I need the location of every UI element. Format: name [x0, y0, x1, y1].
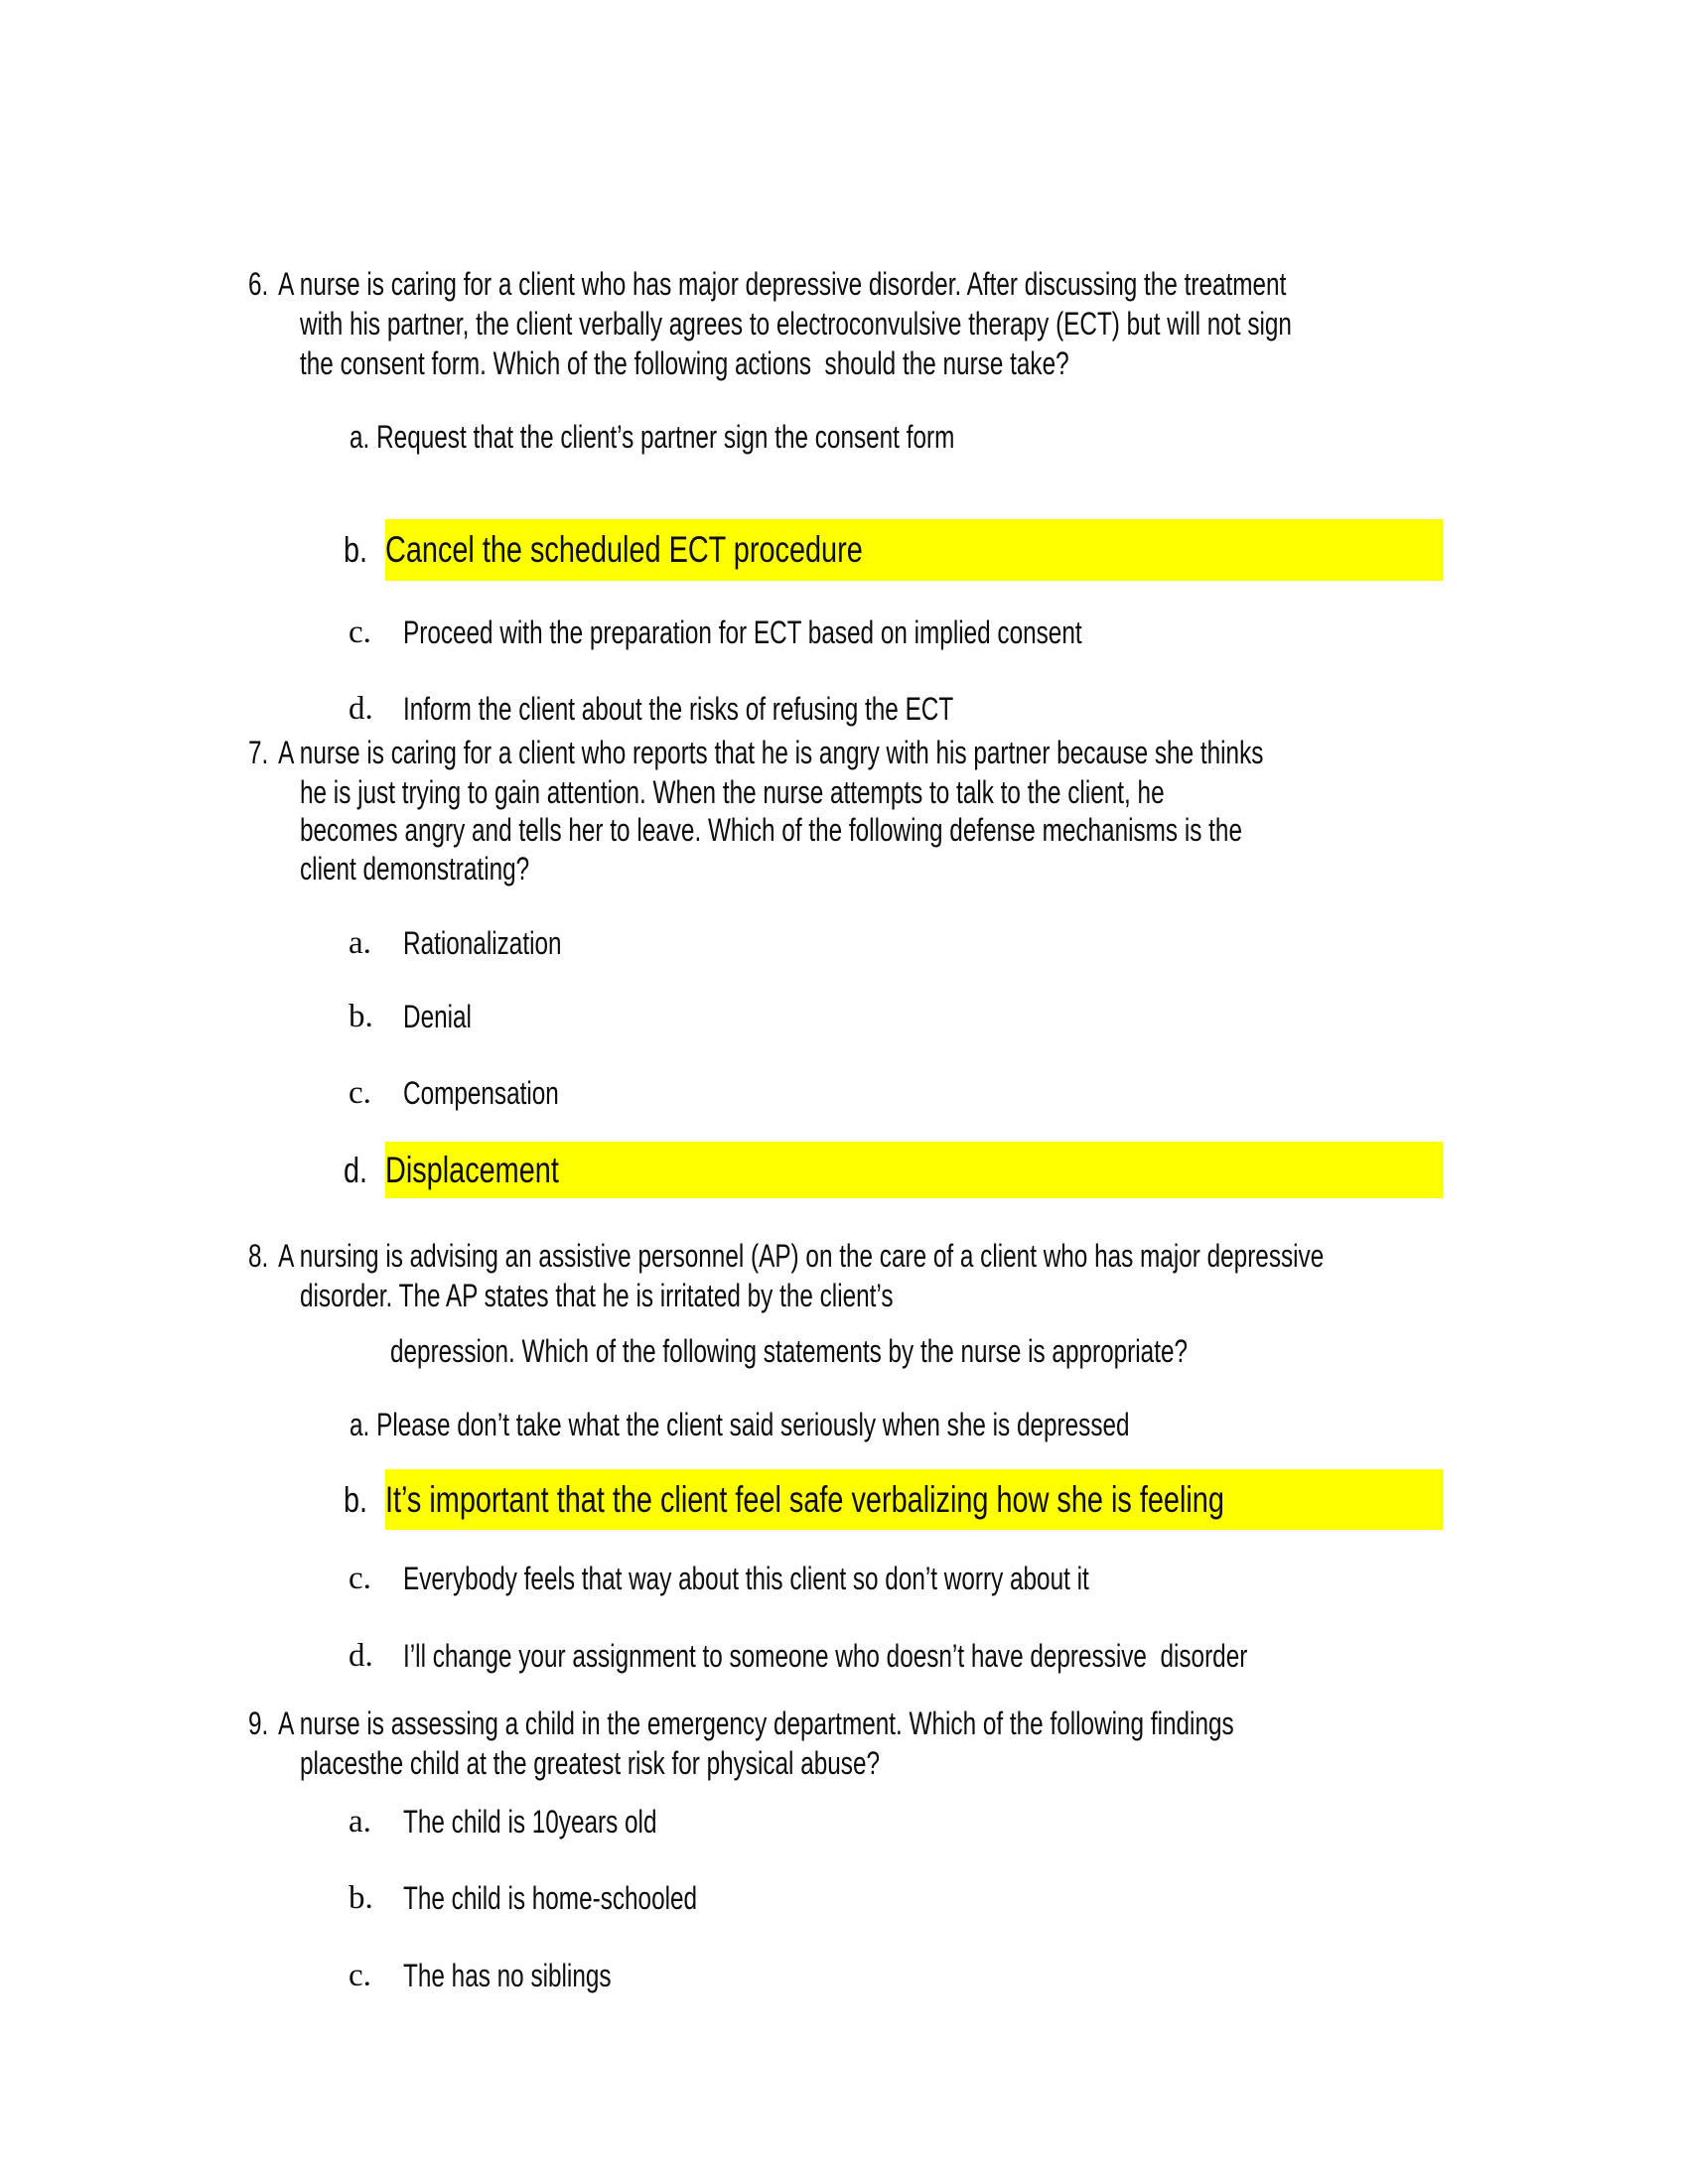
question-9-stem-line-1: [248, 1704, 1545, 1743]
question-8-option-c: [349, 1559, 1306, 1598]
option-label: c.: [349, 1958, 371, 1993]
answer-highlight: [385, 1469, 1443, 1530]
option-text: The has no siblings: [403, 1958, 612, 1993]
question-7-option-b: [349, 997, 493, 1036]
question-9-option-c: [349, 1956, 677, 1995]
option-text: Compensation: [403, 1075, 559, 1111]
option-text: Denial: [403, 999, 472, 1034]
stem-text: A nurse is caring for a client who reports that he is angry with his partner because she thinks: [278, 735, 1264, 770]
stem-text: depression. Which of the following statements by the nurse is appropriate?: [390, 1333, 1188, 1369]
stem-text: placesthe child at the greatest risk for physical abuse?: [300, 1745, 881, 1781]
question-number: 7.: [248, 735, 269, 770]
stem-text: he is just trying to gain attention. When the nurse attempts to talk to the client, he: [300, 774, 1165, 810]
option-label: b.: [349, 999, 373, 1034]
question-6-stem-line-1: [248, 264, 1614, 304]
option-label: c.: [349, 1561, 371, 1596]
stem-text: A nursing is advising an assistive personnel (AP) on the care of a client who has major depressive: [278, 1238, 1325, 1274]
option-label: c.: [349, 614, 371, 650]
option-text: It’s important that the client feel safe verbalizing how she is feeling: [385, 1478, 1224, 1520]
question-6-stem-line-3: [300, 343, 1312, 383]
stem-text: becomes angry and tells her to leave. Which of the following defense mechanisms is the: [300, 812, 1242, 848]
option-text: Proceed with the preparation for ECT based on implied consent: [403, 614, 1082, 650]
question-6-option-c: [349, 613, 1296, 652]
question-8-stem-line-1: [248, 1236, 1663, 1276]
question-7-option-c: [349, 1073, 608, 1113]
question-7-stem-line-3: [300, 810, 1540, 850]
question-7-stem-line-4: [300, 849, 602, 888]
question-number: 9.: [248, 1706, 269, 1741]
stem-text: the consent form. Which of the following actions should the nurse take?: [300, 345, 1069, 381]
option-label: c.: [349, 1075, 371, 1111]
option-text: Request that the client’s partner sign the consent form: [376, 419, 955, 455]
option-text: I’ll change your assignment to someone who doesn’t have depressive disorder: [403, 1638, 1248, 1674]
option-label: d.: [344, 1149, 368, 1190]
option-text: Displacement: [385, 1149, 559, 1190]
stem-text: with his partner, the client verbally agrees to electroconvulsive therapy (ECT) but will not sign: [300, 306, 1292, 341]
option-label: a.: [349, 1804, 371, 1840]
option-label: a.: [349, 925, 371, 961]
question-number: 8.: [248, 1238, 269, 1274]
stem-text: disorder. The AP states that he is irritated by the client’s: [300, 1278, 894, 1313]
option-text: The child is home-schooled: [403, 1880, 698, 1916]
option-text: The child is 10years old: [403, 1804, 657, 1840]
question-6-option-a: [350, 417, 1146, 457]
question-8-option-d: [349, 1636, 1514, 1676]
option-text: Everybody feels that way about this client so don’t worry about it: [403, 1561, 1089, 1596]
option-label: d.: [349, 691, 373, 727]
question-8-stem-line-3: [390, 1331, 1440, 1371]
option-label: d.: [349, 1638, 373, 1674]
option-label: b.: [344, 1478, 368, 1520]
question-9-stem-line-2: [300, 1743, 1062, 1783]
option-label: a.: [350, 1407, 370, 1442]
question-6-stem-line-2: [300, 304, 1605, 343]
question-9-option-b: [349, 1878, 790, 1918]
stem-text: client demonstrating?: [300, 851, 530, 887]
option-text: Inform the client about the risks of refusing the ECT: [403, 691, 954, 727]
question-7-option-a: [349, 923, 612, 963]
question-8-option-b: [344, 1469, 1443, 1530]
option-label: a.: [350, 419, 370, 455]
answer-highlight: [385, 1142, 1443, 1198]
question-7-stem-line-1: [248, 733, 1584, 772]
question-9-option-a: [349, 1802, 737, 1842]
question-8-stem-line-2: [300, 1276, 1080, 1315]
option-text: Cancel the scheduled ECT procedure: [385, 529, 863, 570]
option-text: Please don’t take what the client said seriously when she is depressed: [376, 1407, 1130, 1442]
stem-text: A nurse is assessing a child in the emergency department. Which of the following findings: [278, 1706, 1234, 1741]
stem-text: A nurse is caring for a client who has major depressive disorder. After discussing the treatment: [278, 266, 1287, 302]
option-text: Rationalization: [403, 925, 562, 961]
option-label: b.: [349, 1880, 373, 1916]
question-7-option-d: [344, 1142, 1443, 1198]
question-7-stem-line-2: [300, 772, 1438, 812]
question-8-option-a: [350, 1405, 1376, 1444]
option-label: b.: [344, 529, 368, 570]
question-6-option-d: [349, 689, 1127, 729]
question-6-option-b: [344, 519, 1443, 581]
question-number: 6.: [248, 266, 269, 302]
answer-highlight: [385, 519, 1443, 581]
